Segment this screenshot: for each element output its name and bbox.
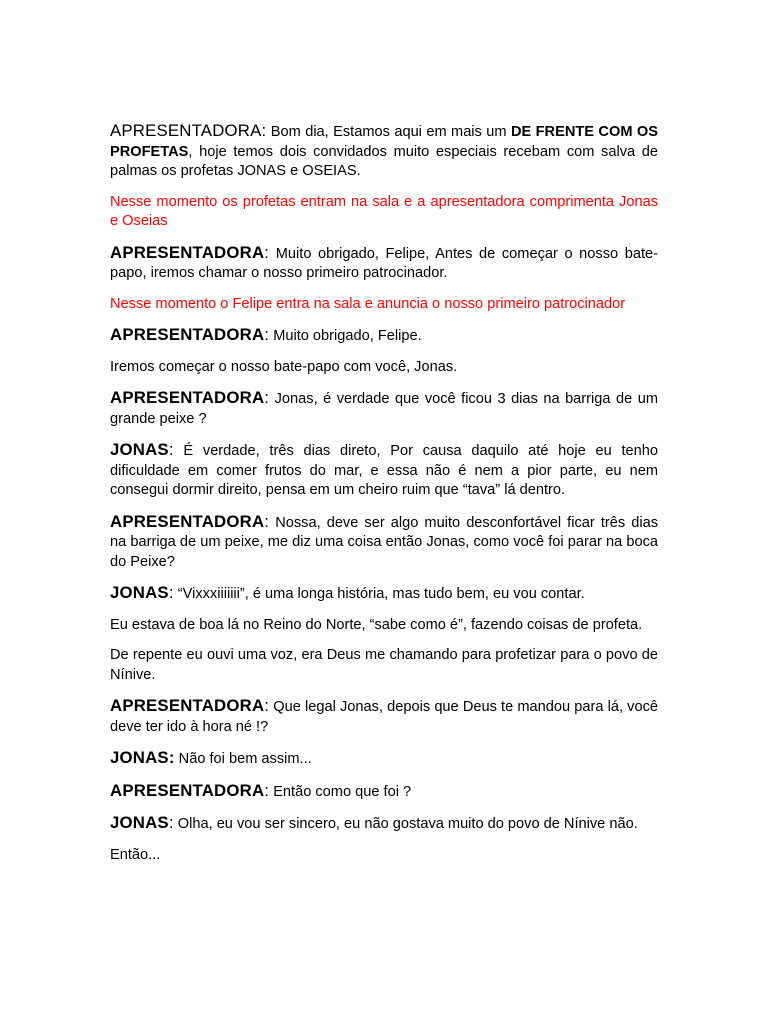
dialogue-line: APRESENTADORA: Nossa, deve ser algo muito desconfortável ficar três dias na barriga de um peixe, me diz uma coisa então Jonas, como você foi parar na boca do Peixe? <box>110 511 658 570</box>
dialogue-line: JONAS: “Vixxxiiiiiii”, é uma longa história, mas tudo bem, eu vou contar. <box>110 583 585 602</box>
speaker-name: JONAS: <box>110 748 175 767</box>
speaker-name: APRESENTADORA <box>110 780 265 800</box>
dialogue-line: APRESENTADORA: Que legal Jonas, depois que Deus te mandou para lá, você deve ter ido à hora né !? <box>110 696 658 735</box>
stage-direction: Nesse momento os profetas entram na sala e a apresentadora comprimenta Jonas e Oseias <box>110 193 658 229</box>
dialogue-line: JONAS: Olha, eu vou ser sincero, eu não gostava muito do povo de Nínive não. <box>110 813 638 832</box>
speaker-name: JONAS <box>110 813 169 832</box>
dialogue-line: APRESENTADORA: Então como que foi ? <box>110 780 412 800</box>
dialogue-line: JONAS: Não foi bem assim... <box>110 748 312 767</box>
script-text <box>110 121 658 876</box>
plain-paragraph: Iremos começar o nosso bate-papo com você, Jonas. <box>110 358 458 375</box>
speaker-name: JONAS <box>110 440 169 459</box>
plain-paragraph: Eu estava de boa lá no Reino do Norte, “sabe como é”, fazendo coisas de profeta. <box>110 616 643 633</box>
dialogue-line: APRESENTADORA: Jonas, é verdade que você ficou 3 dias na barriga de um grande peixe ? <box>110 388 658 427</box>
dialogue-line: JONAS: É verdade, três dias direto, Por causa daquilo até hoje eu tenho dificuldade em comer frutos do mar, e essa não é nem a pior parte, eu nem consegui dormir direito, pensa em um cheiro ruim que “tava” lá dentro. <box>110 440 658 498</box>
paragraph-intro: APRESENTADORA: Bom dia, Estamos aqui em mais um DE FRENTE COM OS PROFETAS, hoje temos dois convidados muito especiais recebam com salva de palmas os profetas JONAS e OSEIAS. <box>110 121 658 179</box>
speaker-name: APRESENTADORA <box>110 511 265 531</box>
stage-direction: Nesse momento o Felipe entra na sala e anuncia o nosso primeiro patrocinador <box>110 295 626 312</box>
dialogue-line: APRESENTADORA: Muito obrigado, Felipe, Antes de começar o nosso bate-papo, iremos chamar o nosso primeiro patrocinador. <box>110 242 658 281</box>
speaker-name: APRESENTADORA: <box>110 121 267 140</box>
speaker-name: APRESENTADORA <box>110 325 265 344</box>
speaker-name: APRESENTADORA <box>110 696 265 715</box>
speaker-name: JONAS <box>110 583 169 602</box>
speaker-name: APRESENTADORA <box>110 388 265 407</box>
dialogue-line: APRESENTADORA: Muito obrigado, Felipe. <box>110 325 422 344</box>
plain-paragraph: De repente eu ouvi uma voz, era Deus me chamando para profetizar para o povo de Nínive. <box>110 647 658 683</box>
speaker-name: APRESENTADORA <box>110 242 265 262</box>
plain-paragraph: Então... <box>110 846 161 863</box>
